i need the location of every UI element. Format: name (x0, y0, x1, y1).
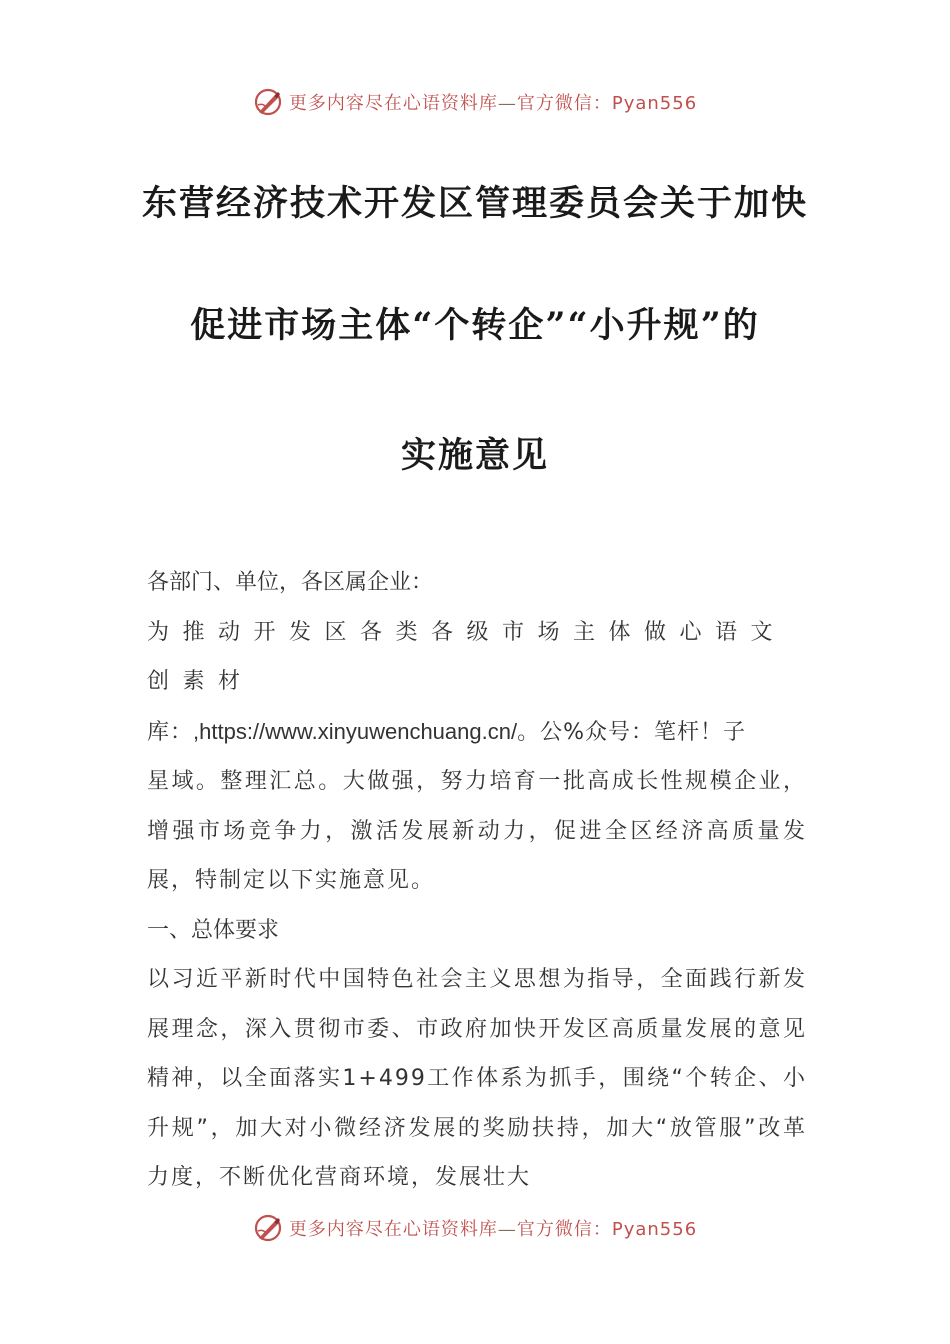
paragraph-1-rest: 星域。整理汇总。大做强，努力培育一批高成长性规模企业，增强市场竞争力，激活发展新动力，促进全区经济高质量发展，特制定以下实施意见。 (147, 769, 807, 893)
pen-logo-icon (253, 1213, 283, 1243)
salutation: 各部门、单位，各区属企业： (147, 570, 434, 595)
section-heading-1: 一、总体要求 (147, 917, 280, 943)
document-body (147, 558, 807, 1203)
paragraph-1-line-2: 库：,https://www.xinyuwenchuang.cn/。公%众号：笔杆！子 (147, 718, 746, 745)
pen-logo-icon (253, 87, 283, 117)
paragraph-2: 以习近平新时代中国特色社会主义思想为指导，全面践行新发展理念，深入贯彻市委、市政府加快开发区高质量发展的意见精神，以全面落实1+499工作体系为抓手，围绕“个转企、小升规”，加大对小微经济发展的奖励扶持，加大“放管服”改革力度，不断优化营商环境，发展壮大 (147, 967, 807, 1190)
document-title-line-2: 促进市场主体“个转企”“小升规”的 (190, 305, 760, 346)
banner-text: 更多内容尽在心语资料库—官方微信：Pyan556 (288, 1219, 698, 1240)
document-title-line-3: 实施意见 (400, 435, 549, 476)
header-watermark-banner (0, 82, 950, 122)
paragraph-1-line-1: 为推动开发区各类各级市场主体做心语文创素材 (147, 619, 787, 694)
banner-text: 更多内容尽在心语资料库—官方微信：Pyan556 (288, 93, 698, 114)
document-title-line-1: 东营经济技术开发区管理委员会关于加快 (141, 183, 808, 224)
footer-watermark-banner (0, 1208, 950, 1248)
website-link[interactable]: ,https://www.xinyuwenchuang.cn/ (193, 718, 518, 744)
